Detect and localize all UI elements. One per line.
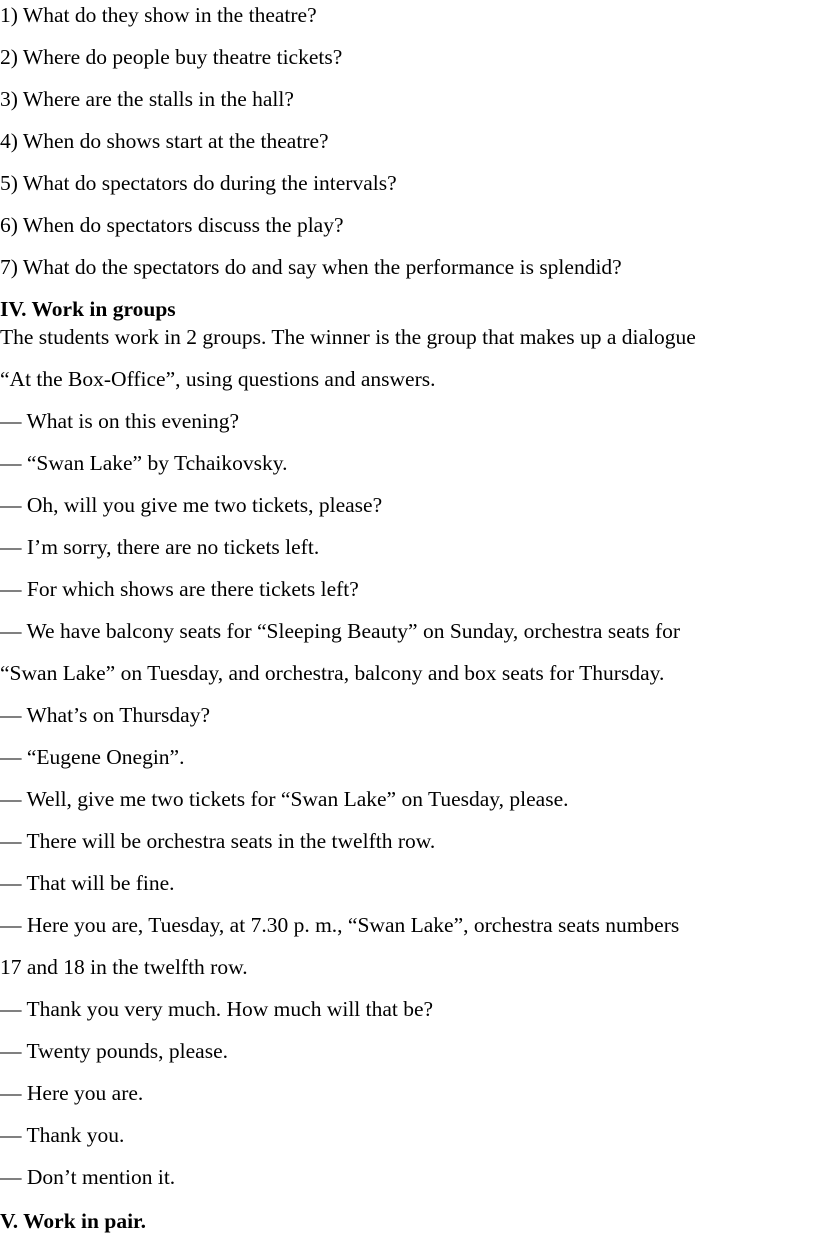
section-5-heading: V. Work in pair. xyxy=(0,1209,146,1233)
section-4-heading: IV. Work in groups xyxy=(0,297,176,321)
question-7: 7) What do the spectators do and say when the performance is splendid? xyxy=(0,255,622,279)
dialogue-line: — What’s on Thursday? xyxy=(0,703,210,727)
section-4-intro-line-2: “At the Box-Office”, using questions and answers. xyxy=(0,367,436,391)
dialogue-line: — For which shows are there tickets left? xyxy=(0,577,359,601)
dialogue-line: “Swan Lake” on Tuesday, and orchestra, balcony and box seats for Thursday. xyxy=(0,661,665,685)
dialogue-line: — Don’t mention it. xyxy=(0,1165,176,1189)
dialogue-line: — Thank you. xyxy=(0,1123,125,1147)
dialogue-line: — We have balcony seats for “Sleeping Beauty” on Sunday, orchestra seats for xyxy=(0,619,681,643)
question-5: 5) What do spectators do during the intervals? xyxy=(0,171,397,195)
question-3: 3) Where are the stalls in the hall? xyxy=(0,87,294,111)
dialogue-line: — Oh, will you give me two tickets, please? xyxy=(0,493,383,517)
dialogue-line: — Here you are. xyxy=(0,1081,144,1105)
dialogue-line: — “Swan Lake” by Tchaikovsky. xyxy=(0,451,288,475)
section-4-intro-line-1: The students work in 2 groups. The winner is the group that makes up a dialogue xyxy=(0,325,696,349)
dialogue-line: — Well, give me two tickets for “Swan Lake” on Tuesday, please. xyxy=(0,787,569,811)
dialogue-line: — Here you are, Tuesday, at 7.30 p. m., “Swan Lake”, orchestra seats numbers xyxy=(0,913,680,937)
question-6: 6) When do spectators discuss the play? xyxy=(0,213,344,237)
dialogue-line: — I’m sorry, there are no tickets left. xyxy=(0,535,320,559)
dialogue-line: — What is on this evening? xyxy=(0,409,240,433)
question-4: 4) When do shows start at the theatre? xyxy=(0,129,329,153)
dialogue-line: — That will be fine. xyxy=(0,871,175,895)
dialogue-line: 17 and 18 in the twelfth row. xyxy=(0,955,248,979)
dialogue-line: — Thank you very much. How much will that be? xyxy=(0,997,434,1021)
question-1: 1) What do they show in the theatre? xyxy=(0,3,317,27)
dialogue-line: — There will be orchestra seats in the twelfth row. xyxy=(0,829,436,853)
dialogue-line: — “Eugene Onegin”. xyxy=(0,745,185,769)
question-2: 2) Where do people buy theatre tickets? xyxy=(0,45,343,69)
dialogue-line: — Twenty pounds, please. xyxy=(0,1039,228,1063)
